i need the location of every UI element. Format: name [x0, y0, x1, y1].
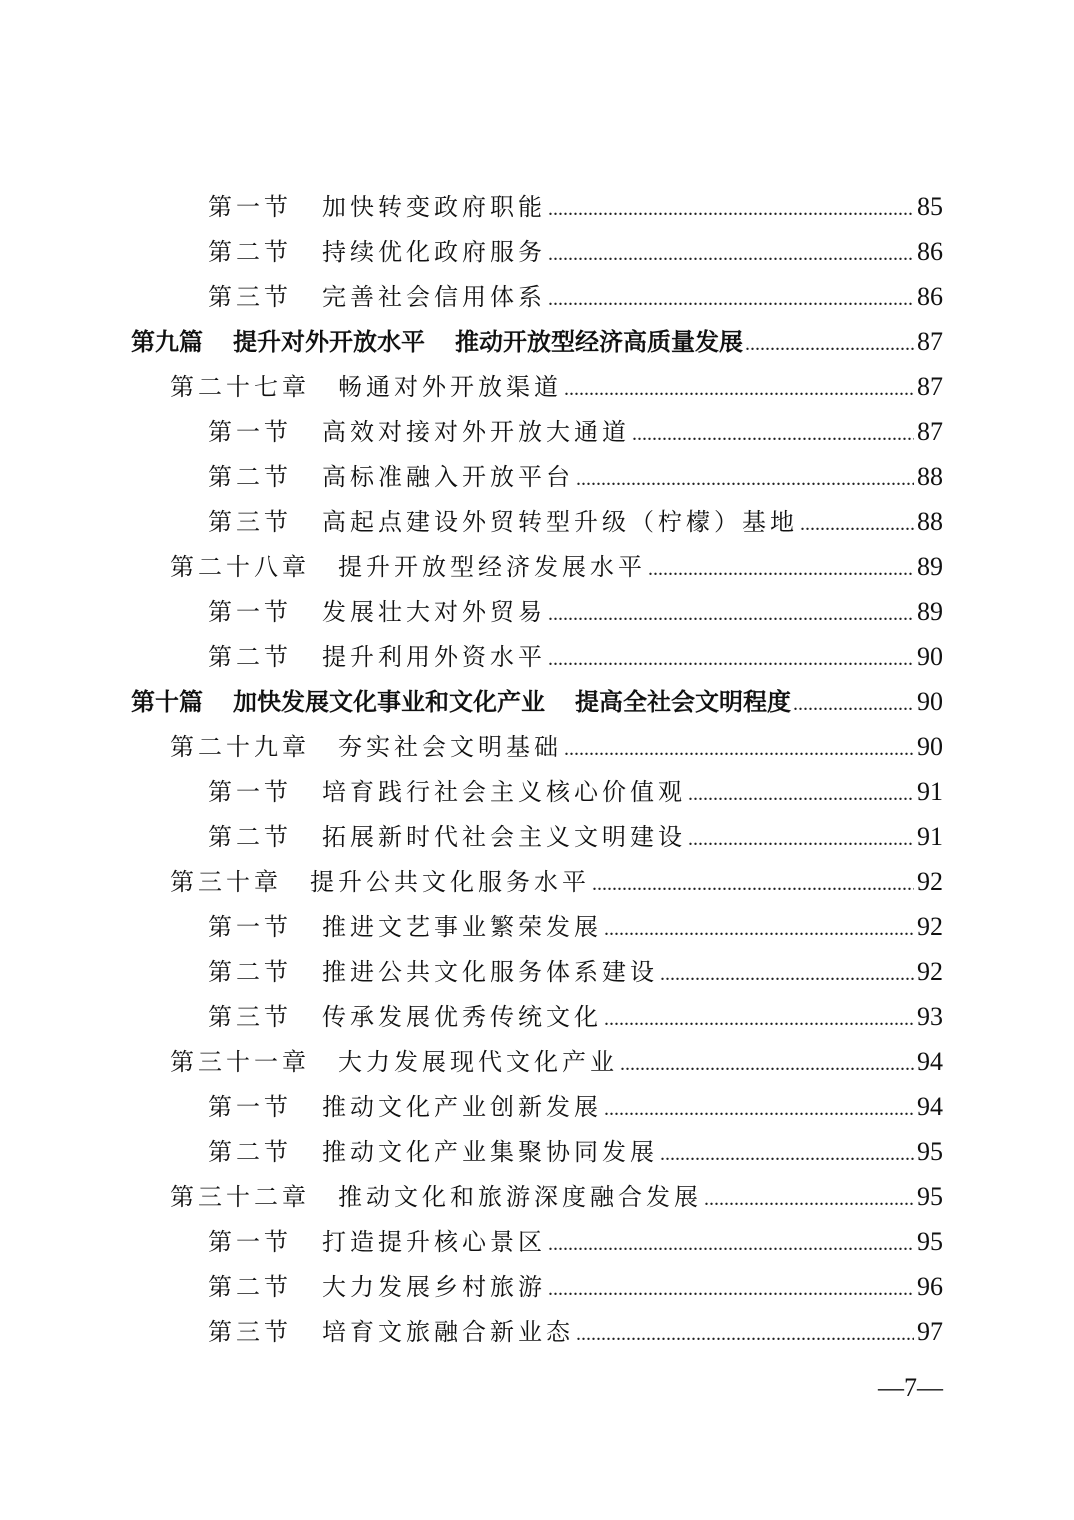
toc-chapter-page: 89 [917, 552, 943, 581]
dot-leader [660, 1132, 914, 1177]
dot-leader [548, 592, 914, 637]
toc-entry-title: 拓展新时代社会主义文明建设 [322, 823, 686, 851]
toc-entry[interactable] [0, 814, 1074, 859]
toc-entry[interactable] [0, 1309, 1074, 1354]
table-of-contents [0, 184, 1074, 1354]
dot-leader [800, 502, 914, 547]
toc-entry-label: 第三节 [208, 1003, 292, 1031]
toc-entry-label: 第三节 [208, 283, 292, 311]
toc-entry-label: 第一节 [208, 1228, 292, 1256]
toc-chapter-page: 95 [917, 1182, 943, 1211]
dot-leader [793, 682, 914, 727]
toc-entry-label: 第二节 [208, 823, 292, 851]
toc-entry[interactable] [0, 409, 1074, 454]
toc-chapter-title: 提升开放型经济发展水平 [338, 553, 646, 581]
dot-leader [576, 1312, 914, 1357]
toc-entry[interactable] [0, 1264, 1074, 1309]
dot-leader [604, 997, 914, 1042]
toc-part-page: 90 [917, 687, 943, 716]
toc-chapter-entry[interactable] [0, 1174, 1074, 1219]
toc-entry-label: 第二节 [208, 1273, 292, 1301]
dot-leader [745, 322, 914, 367]
toc-chapter-label: 第三十二章 [170, 1183, 310, 1211]
toc-chapter-title: 推动文化和旅游深度融合发展 [338, 1183, 702, 1211]
toc-entry-title: 推动文化产业集聚协同发展 [322, 1138, 658, 1166]
toc-entry[interactable] [0, 274, 1074, 319]
toc-entry[interactable] [0, 1129, 1074, 1174]
toc-entry[interactable] [0, 904, 1074, 949]
toc-entry[interactable] [0, 949, 1074, 994]
dot-leader [576, 457, 914, 502]
toc-entry-page: 85 [917, 192, 943, 221]
toc-entry-page: 91 [917, 822, 943, 851]
toc-entry-title: 高起点建设外贸转型升级（柠檬）基地 [322, 508, 798, 536]
toc-part-title-main: 提升对外开放水平 [233, 328, 425, 356]
toc-entry-title: 持续优化政府服务 [322, 238, 546, 266]
toc-chapter-page: 90 [917, 732, 943, 761]
dot-leader [704, 1177, 914, 1222]
dot-leader [632, 412, 914, 457]
toc-entry-title: 推进公共文化服务体系建设 [322, 958, 658, 986]
toc-entry-page: 86 [917, 282, 943, 311]
dot-leader [620, 1042, 914, 1087]
toc-entry-label: 第一节 [208, 598, 292, 626]
toc-entry-title: 发展壮大对外贸易 [322, 598, 546, 626]
toc-entry-label: 第二节 [208, 238, 292, 266]
dot-leader [604, 1087, 914, 1132]
dot-leader [592, 862, 914, 907]
toc-entry[interactable] [0, 1084, 1074, 1129]
toc-chapter-label: 第二十七章 [170, 373, 310, 401]
toc-entry-page: 95 [917, 1227, 943, 1256]
toc-entry-title: 大力发展乡村旅游 [322, 1273, 546, 1301]
toc-entry-title: 高效对接对外开放大通道 [322, 418, 630, 446]
page-number-footer: —7— [878, 1373, 943, 1402]
dot-leader [548, 1267, 914, 1312]
toc-entry-title: 打造提升核心景区 [322, 1228, 546, 1256]
toc-entry-title: 推进文艺事业繁荣发展 [322, 913, 602, 941]
toc-part-label: 第十篇 [131, 688, 203, 716]
toc-chapter-title: 大力发展现代文化产业 [338, 1048, 618, 1076]
toc-chapter-page: 92 [917, 867, 943, 896]
toc-chapter-entry[interactable] [0, 544, 1074, 589]
toc-part-page: 87 [917, 327, 943, 356]
toc-entry-page: 97 [917, 1317, 943, 1346]
toc-entry-label: 第一节 [208, 913, 292, 941]
toc-entry-label: 第三节 [208, 1318, 292, 1346]
toc-entry-title: 提升利用外资水平 [322, 643, 546, 671]
toc-entry-label: 第二节 [208, 463, 292, 491]
toc-entry-label: 第二节 [208, 958, 292, 986]
toc-entry-page: 90 [917, 642, 943, 671]
toc-entry[interactable] [0, 769, 1074, 814]
toc-entry-page: 88 [917, 462, 943, 491]
toc-entry-page: 87 [917, 417, 943, 446]
toc-chapter-title: 夯实社会文明基础 [338, 733, 562, 761]
toc-entry[interactable] [0, 499, 1074, 544]
toc-chapter-entry[interactable] [0, 859, 1074, 904]
toc-entry-page: 95 [917, 1137, 943, 1166]
toc-chapter-label: 第三十一章 [170, 1048, 310, 1076]
toc-part-label: 第九篇 [131, 328, 203, 356]
toc-part-entry[interactable] [0, 679, 1074, 724]
toc-entry-title: 培育践行社会主义核心价值观 [322, 778, 686, 806]
toc-entry[interactable] [0, 589, 1074, 634]
toc-entry-title: 完善社会信用体系 [322, 283, 546, 311]
toc-entry-page: 92 [917, 957, 943, 986]
dot-leader [548, 277, 914, 322]
dot-leader [548, 187, 914, 232]
dot-leader [548, 1222, 914, 1267]
dot-leader [564, 367, 914, 412]
toc-entry-title: 加快转变政府职能 [322, 193, 546, 221]
toc-entry-label: 第三节 [208, 508, 292, 536]
toc-entry-page: 88 [917, 507, 943, 536]
toc-entry-label: 第一节 [208, 418, 292, 446]
toc-chapter-label: 第三十章 [170, 868, 282, 896]
toc-part-title [233, 320, 743, 365]
toc-entry-title: 推动文化产业创新发展 [322, 1093, 602, 1121]
toc-entry[interactable] [0, 994, 1074, 1039]
toc-entry-label: 第二节 [208, 1138, 292, 1166]
toc-entry-page: 89 [917, 597, 943, 626]
toc-chapter-entry[interactable] [0, 724, 1074, 769]
toc-entry[interactable] [0, 1219, 1074, 1264]
toc-entry[interactable] [0, 454, 1074, 499]
toc-chapter-label: 第二十八章 [170, 553, 310, 581]
toc-entry-title: 培育文旅融合新业态 [322, 1318, 574, 1346]
toc-entry-page: 92 [917, 912, 943, 941]
toc-entry-title: 高标准融入开放平台 [322, 463, 574, 491]
toc-entry[interactable] [0, 184, 1074, 229]
dot-leader [548, 637, 914, 682]
toc-chapter-page: 94 [917, 1047, 943, 1076]
dot-leader [564, 727, 914, 772]
toc-entry-title: 传承发展优秀传统文化 [322, 1003, 602, 1031]
dot-leader [548, 232, 914, 277]
toc-entry-page: 96 [917, 1272, 943, 1301]
dot-leader [648, 547, 914, 592]
toc-entry-page: 93 [917, 1002, 943, 1031]
toc-entry-page: 86 [917, 237, 943, 266]
toc-chapter-title: 畅通对外开放渠道 [338, 373, 562, 401]
toc-entry-label: 第一节 [208, 193, 292, 221]
toc-part-title-main: 加快发展文化事业和文化产业 [233, 688, 545, 716]
toc-entry[interactable] [0, 634, 1074, 679]
toc-entry-label: 第一节 [208, 1093, 292, 1121]
toc-chapter-entry[interactable] [0, 1039, 1074, 1084]
dot-leader [660, 952, 914, 997]
toc-part-title-sub: 提高全社会文明程度 [575, 688, 791, 716]
toc-part-title [233, 680, 791, 725]
dot-leader [688, 772, 914, 817]
toc-entry-page: 94 [917, 1092, 943, 1121]
toc-chapter-title: 提升公共文化服务水平 [310, 868, 590, 896]
toc-entry-label: 第二节 [208, 643, 292, 671]
toc-entry[interactable] [0, 229, 1074, 274]
toc-entry-label: 第一节 [208, 778, 292, 806]
toc-entry-page: 91 [917, 777, 943, 806]
toc-chapter-label: 第二十九章 [170, 733, 310, 761]
dot-leader [604, 907, 914, 952]
toc-part-title-sub: 推动开放型经济高质量发展 [455, 328, 743, 356]
dot-leader [688, 817, 914, 862]
toc-part-entry[interactable] [0, 319, 1074, 364]
toc-chapter-entry[interactable] [0, 364, 1074, 409]
toc-chapter-page: 87 [917, 372, 943, 401]
